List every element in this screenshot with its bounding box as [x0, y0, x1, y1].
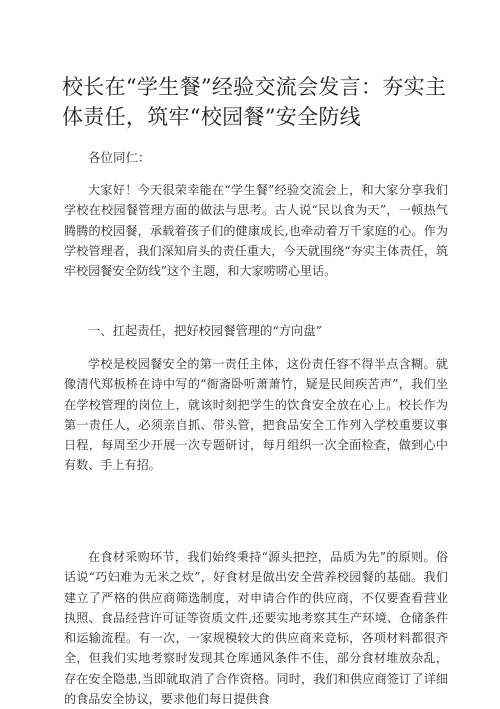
- salutation: 各位同仁：: [88, 150, 151, 165]
- intro-paragraph: 大家好！今天很荣幸能在“学生餐”经验交流会上，和大家分享我们学校在校园餐管理方面的做法与思考。古人说“民以食为天”，一顿热气腾腾的校园餐，承载着孩子们的健康成长,也牵动着万千家庭的心。作为学校管理者，我们深知肩头的责任重大，今天就围绕“夯实主体责任，筑牢校园餐安全防线”这个主题，和大家唠唠心里话。: [64, 183, 448, 279]
- body-paragraph: 学校是校园餐安全的第一责任主体，这份责任容不得半点含糊。就像清代郑板桥在诗中写的“衙斋卧听萧萧竹，疑是民间疾苦声”，我们坐在学校管理的岗位上，就该时刻把学生的饮食安全放在心上。校长作为第一责任人，必须亲自抓、带头管，把食品安全工作列入学校重要议事日程，每周至少开展一次专题研讨，每月组织一次全面检查，做到心中有数、手上有招。: [64, 357, 448, 473]
- section-heading: 一、扛起责任，把好校园餐管理的“方向盘”: [88, 324, 322, 338]
- document-title: 校长在“学生餐”经验交流会发言：夯实主体责任，筑牢“校园餐”安全防线: [62, 75, 447, 129]
- body-paragraph: 在食材采购环节，我们始终秉持“源头把控，品质为先”的原则。俗话说“巧妇难为无米之炊”，好食材是做出安全营养校园餐的基础。我们建立了严格的供应商筛选制度，对申请合作的供应商，不仅要查看营业执照、食品经营许可证等资质文件,还要实地考察其生产环境、仓储条件和运输流程。有一次，一家规模较大的供应商来竞标，各项材料都很齐全，但我们实地考察时发现其仓库通风条件不佳，部分食材堆放杂乱，存在安全隐患,当即就取消了合作资格。同时，我们和供应商签订了详细的食品安全协议，要求他们每日提供食: [64, 550, 448, 707]
